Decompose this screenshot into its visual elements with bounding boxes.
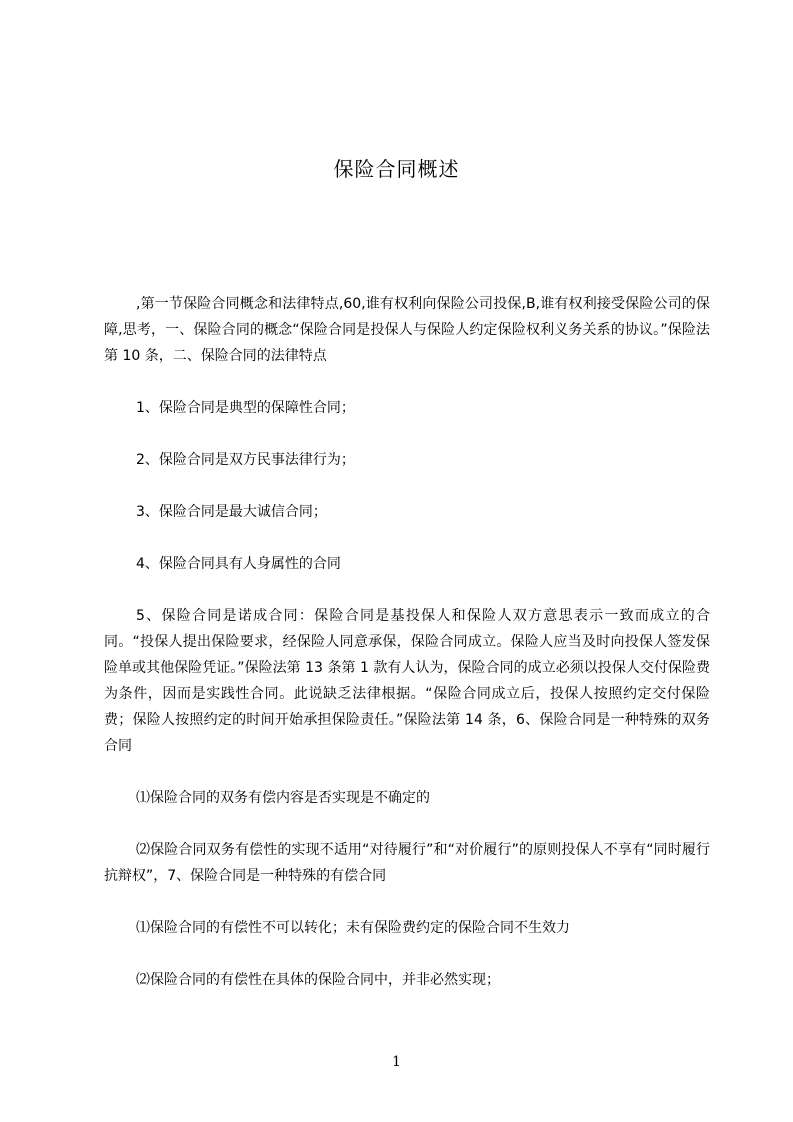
paragraph-sub-3: ⑴保险合同的有偿性不可以转化；未有保险费约定的保险合同不生效力 [136,920,570,936]
paragraph-sub-2: ⑵保险合同双务有偿性的实现不适用“对待履行”和“对价履行”的原则投保人不享有“同时履行抗辩权”，7、保险合同是一种特殊的有偿合同 [104,842,710,884]
paragraph-intro: ,第一节保险合同概念和法律特点,60,谁有权利向保险公司投保,B,谁有权利接受保险公司的保障,思考，一、保险合同的概念“保险合同是投保人与保险人约定保险权利义务关系的协议。”保险法第 10 条，二、保险合同的法律特点 [104,296,710,364]
page-title: 保险合同概述 [333,157,460,182]
paragraph-sub-1: ⑴保险合同的双务有偿内容是否实现是不确定的 [136,790,430,806]
paragraph-feature-2: 2、保险合同是双方民事法律行为； [136,452,355,468]
paragraph-feature-5: 5、保险合同是诺成合同：保险合同是基投保人和保险人双方意思表示一致而成立的合同。“投保人提出保险要求，经保险人同意承保，保险合同成立。保险人应当及时向投保人签发保险单或其他保险凭证。”保险法第 13 条第 1 款有人认为，保险合同的成立必须以投保人交付保险费为条件，因而是实践性合同。此说缺乏法律根据。“保险合同成立后，投保人按照约定交付保险费；保险人按照约定的时间开始承担保险责任。”保险法第 14 条，6、保险合同是一种特殊的双务合同 [104,608,710,754]
document-body [104,291,710,1019]
paragraph-feature-1: 1、保险合同是典型的保障性合同； [136,400,355,416]
paragraph-feature-3: 3、保险合同是最大诚信合同； [136,504,327,520]
page-number: 1 [392,1054,401,1070]
paragraph-sub-4: ⑵保险合同的有偿性在具体的保险合同中，并非必然实现； [136,972,500,988]
paragraph-feature-4: 4、保险合同具有人身属性的合同 [136,556,341,572]
